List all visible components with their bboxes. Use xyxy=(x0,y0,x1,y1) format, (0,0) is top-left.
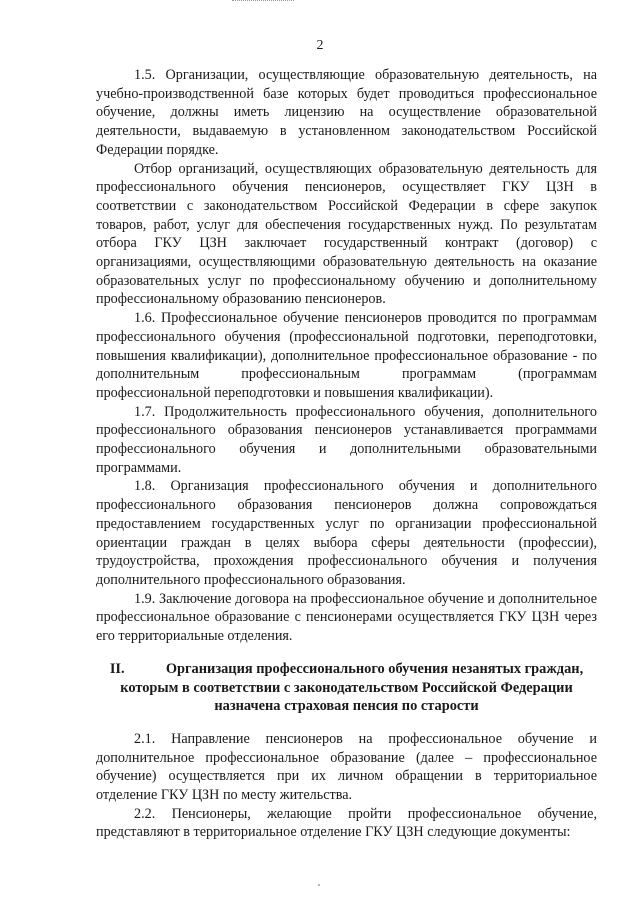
scan-speck xyxy=(318,884,320,886)
paragraph-1-5: 1.5. Организации, осуществляющие образовательную деятельность, на учебно-производственной базе которых будет проводиться профессиональное обучение, должны иметь лицензию на осуществление образовательной деятельности, выдаваемую в установленном законодательством Российской Федерации порядке. xyxy=(96,67,597,158)
section-title: Организация профессионального обучения незанятых граждан, которым в соответствии с законодательством Российской Федерации назначена страховая пенсия по старости xyxy=(120,660,584,715)
paragraph-selection: Отбор организаций, осуществляющих образовательную деятельность для профессионального обучения пенсионеров, осуществляет ГКУ ЦЗН в соответствии с законодательством Российской Федерации в сфере закупок товаров, работ, услуг для обеспечения государственных нужд. По результатам отбора ГКУ ЦЗН заключает государственный контракт (договор) с организациями, осуществляющими образовательную деятельность на оказание образовательных услуг по профессиональному обучению и дополнительному профессиональному образованию пенсионеров. xyxy=(96,160,597,308)
paragraph-1-9: 1.9. Заключение договора на профессиональное обучение и дополнительное профессиональное образование с пенсионерами осуществляется ГКУ ЦЗН через его территориальные отделения. xyxy=(96,590,597,645)
paragraph-1-6: 1.6. Профессиональное обучение пенсионеров проводится по программам профессионального обучения (профессиональной подготовки, переподготовки, повышения квалификации), дополнительное профессиональное образование - по дополнительным профессиональным программам (программам профессиональной переподготовки и повышения квалификации). xyxy=(96,310,597,401)
paragraph-1-7: 1.7. Продолжительность профессионального обучения, дополнительного профессионального образования пенсионеров устанавливается программами профессионального обучения и дополнительными образовательными программами. xyxy=(96,403,597,476)
page-number: 2 xyxy=(316,38,324,53)
paragraph-2-1: 2.1. Направление пенсионеров на профессиональное обучение и дополнительное профессиональное образование (далее – профессиональное обучение) осуществляется при их личном обращении в территориальное отделение ГКУ ЦЗН по месту жительства. xyxy=(96,730,597,804)
scan-mark xyxy=(232,0,294,4)
paragraph-2-2: 2.2. Пенсионеры, желающие пройти профессиональное обучение, представляют в территориальное отделение ГКУ ЦЗН следующие документы: xyxy=(96,805,597,841)
document-body xyxy=(96,66,597,842)
section-number: II. xyxy=(109,660,125,677)
section-heading xyxy=(96,660,597,716)
paragraph-1-8: 1.8. Организация профессионального обучения и дополнительного профессионального образования пенсионеров должна сопровождаться предоставлением государственных услуг по организации профессиональной ориентации граждан в целях выбора сферы деятельности (профессии), трудоустройства, прохождения профессионального обучения и получения дополнительного профессионального образования. xyxy=(96,478,597,588)
